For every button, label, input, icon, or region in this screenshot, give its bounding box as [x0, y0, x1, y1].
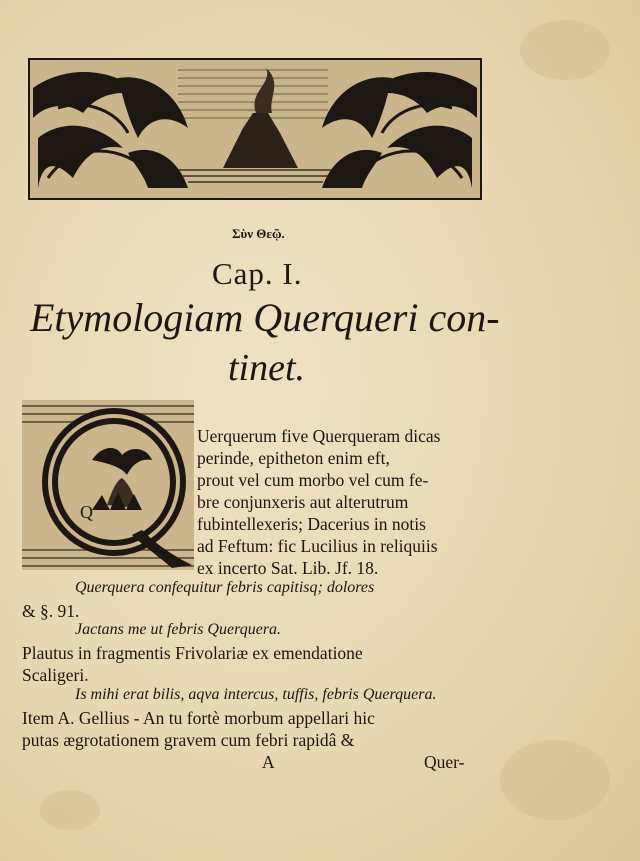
chapter-title-line1: Etymologiam Querqueri con- — [30, 295, 500, 340]
paper-stain — [520, 20, 610, 80]
paragraph-gellius-line2: putas ægrotationem gravem cum febri rapidâ & — [22, 730, 355, 750]
body-line-1: Uerquerum five Querqueram dicas — [197, 426, 441, 446]
signature-mark: A — [262, 752, 275, 772]
chapter-heading: Cap. I. — [212, 256, 303, 291]
chapter-title-line2: tinet. — [228, 347, 306, 389]
drop-cap-letter: Q — [80, 502, 93, 522]
quotation-lucilius: Querquera confequitur febris capitisq; dolores — [75, 579, 375, 596]
paragraph-plautus-line2: Scaligeri. — [22, 665, 89, 685]
body-line-4: bre conjunxeris aut alterutrum — [197, 492, 409, 512]
paper-stain — [500, 740, 610, 820]
paper-stain — [40, 790, 100, 830]
quotation-plautus: Jactans me ut febris Querquera. — [75, 621, 282, 638]
drop-cap-initial — [22, 400, 194, 570]
body-line-6: ad Feftum: fic Lucilius in reliquiis — [197, 536, 438, 556]
paragraph-gellius-line1: Item A. Gellius - An tu fortè morbum appellari hic — [22, 708, 375, 728]
body-line-3: prout vel cum morbo vel cum fe- — [197, 470, 429, 490]
reference-line: & §. 91. — [22, 601, 80, 621]
catchword: Quer- — [424, 752, 465, 772]
greek-motto: Σὺν Θεῷ. — [232, 226, 285, 241]
body-line-5: fubintellexeris; Dacerius in notis — [197, 514, 426, 534]
quotation-querquera: Is mihi erat bilis, aqva intercus, tuffis, febris Querquera. — [75, 686, 437, 703]
woodcut-headpiece — [28, 58, 482, 200]
paragraph-plautus-line1: Plautus in fragmentis Frivolariæ ex emendatione — [22, 643, 363, 663]
body-line-2: perinde, epitheton enim eft, — [197, 448, 390, 468]
body-line-7: ex incerto Sat. Lib. Jf. 18. — [197, 558, 379, 578]
